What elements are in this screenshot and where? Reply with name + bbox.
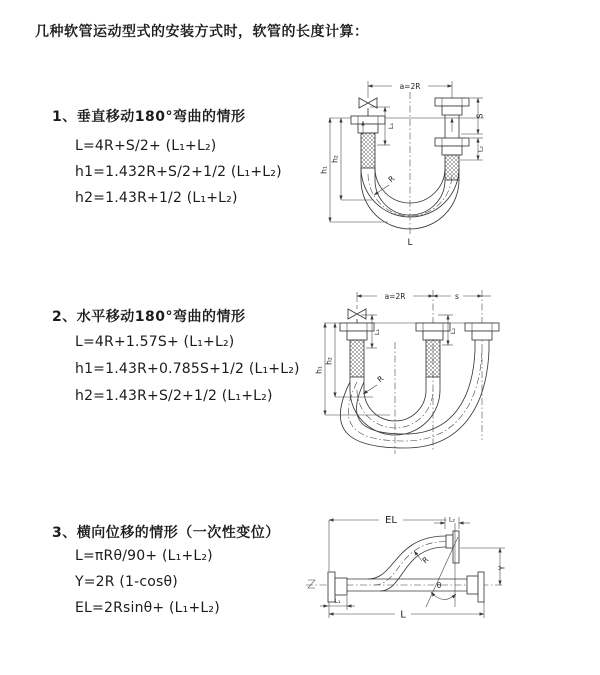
section2-formula-L: L=4R+1.57S+ (L₁+L₂) — [75, 334, 235, 350]
dim-s — [433, 291, 482, 301]
break-symbol-icon — [308, 580, 315, 588]
d1-dim-a2r-label: a=2R — [399, 82, 421, 91]
d1-radius-label: R — [386, 173, 397, 185]
right-upper-flange — [435, 98, 469, 115]
d1-dim-l1-label: L₁ — [387, 122, 395, 130]
valve-icon — [359, 94, 377, 116]
d3-length-label: L — [400, 609, 406, 621]
d3-radius-label: R — [420, 554, 431, 566]
d1-dim-h2-label: h₂ — [330, 155, 340, 163]
right-flange — [465, 323, 499, 340]
d2-dim-h1-label: h₁ — [314, 366, 324, 374]
section3-heading: 3、横向位移的情形（一次性变位） — [52, 525, 280, 541]
d2-dim-a2r-label: a=2R — [384, 292, 406, 301]
section1-formula-h2: h2=1.43R+1/2 (L₁+L₂) — [75, 190, 238, 206]
section3-formula-Y: Y=2R (1-cosθ) — [75, 574, 178, 590]
d2-dim-l1-label: L₁ — [373, 328, 381, 336]
d1-dim-h1-label: h₁ — [319, 166, 329, 174]
section2-formula-h2: h2=1.43R+S/2+1/2 (L₁+L₂) — [75, 388, 273, 404]
section2-heading: 2、水平移动180°弯曲的情形 — [52, 309, 246, 325]
d3-dim-el-label: EL — [385, 515, 397, 526]
section1-formula-L: L=4R+S/2+ (L₁+L₂) — [75, 138, 217, 154]
diagram-vertical-180-bend — [300, 68, 590, 258]
d3-dim-l2-label: L₂ — [448, 515, 456, 524]
dim-h1 — [320, 118, 389, 222]
valve-icon — [348, 305, 366, 323]
d1-dim-s-label: S — [475, 113, 485, 119]
diagram-horizontal-180-bend — [295, 282, 595, 462]
left-flange — [340, 323, 374, 340]
d1-length-label: L — [407, 238, 413, 248]
right-lower-flange — [435, 138, 469, 155]
d3-dim-l1-label: L₁ — [334, 597, 341, 605]
d2-radius-label: R — [375, 373, 386, 385]
diagram-lateral-displacement — [298, 495, 600, 670]
d3-dim-y-label: Y — [497, 565, 507, 571]
dim-l2 — [434, 515, 470, 529]
section1-heading: 1、垂直移动180°弯曲的情形 — [52, 109, 246, 125]
radius-leader — [363, 374, 385, 394]
dim-el — [329, 515, 455, 608]
braided-hose-left — [361, 133, 375, 168]
dim-theta — [431, 581, 456, 600]
d2-dim-h2-label: h₂ — [324, 357, 334, 365]
section3-formula-EL: EL=2Rsinθ+ (L₁+L₂) — [75, 600, 220, 616]
hose-s-curve-displaced — [368, 536, 446, 591]
d1-dim-l2-label: L₂ — [476, 145, 485, 153]
d2-dim-l2-label: L₂ — [449, 327, 457, 335]
left-flange — [351, 116, 385, 133]
section2-formula-h1: h1=1.43R+0.785S+1/2 (L₁+L₂) — [75, 361, 300, 377]
upper-flange-displaced — [446, 531, 459, 563]
right-flange-original — [467, 572, 484, 602]
braided-hose-left — [350, 340, 364, 377]
braided-hose-right — [445, 155, 459, 180]
page-title: 几种软管运动型式的安装方式时，软管的长度计算： — [35, 24, 369, 40]
dim-l — [329, 602, 484, 621]
d3-angle-label: θ — [436, 581, 442, 590]
d2-dim-s-label: s — [455, 292, 459, 301]
section1-formula-h1: h1=1.432R+S/2+1/2 (L₁+L₂) — [75, 164, 282, 180]
middle-flange — [416, 323, 450, 340]
section3-formula-L: L=πRθ/90+ (L₁+L₂) — [75, 548, 213, 564]
braided-hose-middle — [426, 340, 440, 377]
dim-l1 — [320, 596, 355, 610]
